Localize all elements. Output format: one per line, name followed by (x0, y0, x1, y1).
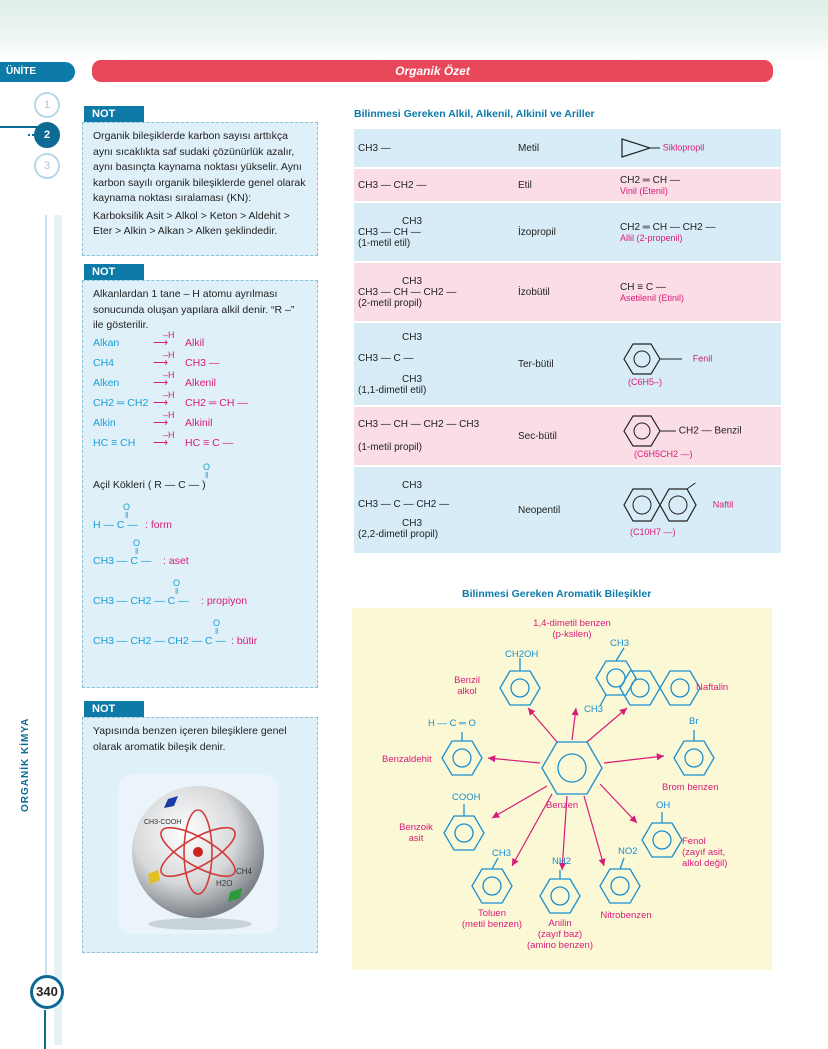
toluen-sublabel: (metil benzen) (461, 919, 523, 930)
svg-text:CH4: CH4 (236, 867, 253, 876)
benzaldehit-label: Benzaldehit (382, 754, 432, 765)
fenol-label: Fenol (682, 836, 706, 847)
note2-tag: NOT (84, 264, 144, 280)
table-row (354, 407, 781, 465)
table-row (354, 323, 781, 405)
oxygen-label: O (123, 501, 131, 512)
note1-tag: NOT (84, 106, 144, 122)
benzoik-sublabel: asit (408, 833, 424, 844)
acyl-form-name: : form (145, 518, 172, 531)
alkil-formula (354, 407, 514, 465)
fenol-sublabel-1: (zayıf asit, (682, 847, 726, 858)
svg-text:H2O: H2O (216, 879, 233, 888)
formula-line: CH3 — CH — (358, 226, 421, 238)
alkil-name: İzobütil (518, 286, 550, 298)
reaction-right-4: CH2 ═ CH — (185, 396, 248, 409)
reaction-right-5: Alkinil (185, 416, 213, 429)
page-title: Organik Özet (92, 60, 773, 82)
alkil-section-title: Bilinmesi Gereken Alkil, Alkenil, Alkinil ve Ariller (354, 108, 595, 120)
acyl-label: Açil Kökleri ( R — C — ) (93, 478, 206, 491)
double-bond: ‖ (175, 586, 179, 596)
benzen-center-label: Benzen (546, 800, 579, 811)
reaction-arrow-label: –H (163, 349, 175, 360)
chapter-chip-1[interactable]: 1 (34, 92, 60, 118)
table-row (354, 263, 781, 321)
alkil-name: Neopentil (518, 504, 561, 516)
alkil-name: Etil (518, 179, 532, 191)
nitrobenzen-label: Nitrobenzen (600, 910, 652, 921)
alkil-right (616, 169, 781, 201)
table-row (354, 203, 781, 261)
alkil-name: Ter-bütil (518, 358, 554, 370)
formula-line: (2,2-dimetil propil) (358, 529, 439, 540)
oxygen-label: O (203, 461, 211, 472)
formula-line: CH3 (402, 480, 423, 491)
reaction-right-3: Alkenil (185, 376, 216, 389)
formula-line: CH3 — C — CH2 — (358, 499, 450, 510)
reaction-left-3: Alken (93, 376, 120, 389)
side-label: ORGANİK KİMYA (20, 717, 31, 812)
note3-text: Yapısında benzen içeren bileşiklere genel olarak aromatik bileşik denir. (93, 725, 287, 753)
note1-order: Karboksilik Asit > Alkol > Keton > Aldehit > Eter > Alkin > Alkan > Alken şeklindedir. (93, 209, 290, 237)
nh2-label: NH2 (552, 856, 572, 867)
pxylene-ch3-top: CH3 (610, 638, 630, 649)
alkil-table (354, 127, 781, 555)
note1-text: Organik bileşiklerde karbon sayısı arttıkça aynı sıcaklıkta saf sudaki çözünürlük azalır, aynı basınçta kaynama noktası yükselir. Aynı karbon sayılı organik bileşiklerde genel olarak kaynama noktası sıralaması (KN): (93, 130, 306, 204)
reaction-left-2: CH4 (93, 356, 115, 369)
unit-label: ÜNİTE (0, 62, 75, 82)
formula-line: (1,1-dimetil etil) (358, 385, 427, 396)
fenol-sublabel-2: alkol değil) (682, 858, 728, 869)
reaction-arrow-label: –H (163, 389, 175, 400)
toluen-label: Toluen (478, 908, 506, 919)
alkil-right (616, 263, 781, 321)
note2-text: Alkanlardan 1 tane – H atomu ayrılması sonucunda oluşan yapılara alkil denir. “R –” ile gösterilir. (93, 288, 295, 331)
reaction-arrow: ⟶ (153, 336, 169, 349)
pxylene-label: 1,4-dimetil benzen (533, 618, 611, 629)
acyl-aset-formula: CH3 — C — (93, 554, 152, 567)
formula-line: CH3 — C — (358, 353, 414, 364)
siklopropil-label: Siklopropil (662, 142, 705, 153)
phenyl-icon (620, 341, 690, 377)
reaction-left-4: CH2 ═ CH2 (93, 396, 149, 409)
benzil-formula: (C6H5CH2 —) (634, 449, 693, 459)
acyl-propiyon-name: : propiyon (201, 594, 248, 607)
reaction-right-6: HC ≡ C — (185, 436, 234, 449)
reaction-arrow: ⟶ (153, 436, 169, 449)
fenil-formula: (C6H5–) (628, 377, 663, 387)
svg-text:CH3-COOH: CH3-COOH (144, 819, 182, 826)
formula-line: (1-metil etil) (358, 237, 411, 249)
alkil-right (616, 407, 781, 465)
reaction-arrow-label: –H (163, 409, 175, 420)
alkil-right (616, 203, 781, 261)
aroma-section-title: Bilinmesi Gereken Aromatik Bileşikler (462, 588, 652, 600)
alkil-formula (354, 467, 514, 553)
alkil-right (616, 323, 781, 405)
alkil-name: Metil (518, 142, 540, 154)
alkil-formula (354, 203, 514, 261)
molecule-sphere-image (118, 774, 278, 934)
pxylene-ch3-bottom: CH3 (584, 704, 604, 715)
acyl-aset-name: : aset (163, 554, 189, 567)
oxygen-label: O (173, 577, 181, 588)
reaction-arrow: ⟶ (153, 376, 169, 389)
reaction-left-5: Alkin (93, 416, 116, 429)
formula-line: CH3 (402, 518, 423, 529)
formula-line: CH3 — CH — CH2 — (358, 286, 457, 298)
asetilenil-formula: CH ≡ C — (620, 281, 666, 293)
chapter-chip-3[interactable]: 3 (34, 153, 60, 179)
chapter-chip-2[interactable]: 2 (34, 122, 60, 148)
double-bond: ‖ (125, 510, 129, 520)
no2-label: NO2 (618, 846, 638, 857)
reaction-left-1: Alkan (93, 336, 120, 349)
sidebar (0, 95, 75, 1049)
oh-label: OH (656, 800, 671, 811)
alkil-formula (354, 323, 514, 405)
formula-line: CH3 (402, 332, 423, 343)
benzil-label: CH2 — Benzil (678, 425, 742, 437)
oxygen-label: O (213, 617, 221, 628)
formula-line: CH3 (402, 275, 423, 287)
alkil-name: Sec-bütil (518, 430, 557, 442)
pxylene-sublabel: (p-ksilen) (552, 629, 592, 640)
note1-box (82, 122, 318, 256)
sidebar-lines (0, 95, 75, 1049)
cooh-label: COOH (452, 792, 481, 803)
toluen-ch3-label: CH3 (492, 848, 512, 859)
table-row (354, 169, 781, 201)
acyl-butir-name: : bütir (231, 634, 258, 647)
allil-name: Allil (2-propenil) (620, 232, 683, 243)
benzil-alkol-sublabel: alkol (457, 686, 477, 697)
oxygen-label: O (133, 537, 141, 548)
anilin-sublabel-1: (zayıf baz) (537, 929, 583, 940)
brom-benzen-label: Brom benzen (662, 782, 719, 793)
reaction-left-6: HC ≡ CH (93, 436, 136, 449)
acyl-form-formula: H — C — (93, 518, 138, 531)
alkil-formula: CH3 — CH2 — (358, 179, 427, 191)
formula-line: (2-metil propil) (358, 297, 422, 309)
cyclopropyl-icon (620, 137, 660, 159)
naphthyl-icon (620, 483, 710, 527)
note3-tag: NOT (84, 701, 144, 717)
cho-label: H — C ═ O (428, 718, 476, 729)
reaction-arrow: ⟶ (153, 416, 169, 429)
naftil-formula: (C10H7 —) (630, 527, 676, 537)
alkil-right (616, 129, 781, 167)
asetilenil-name: Asetilenil (Etinil) (620, 292, 685, 303)
alkil-formula: CH3 — (358, 142, 391, 154)
fenil-label: Fenil (692, 353, 713, 364)
benzyl-ring-icon (620, 413, 676, 449)
reaction-arrow-label: –H (163, 429, 175, 440)
anilin-sublabel-2: (amino benzen) (526, 940, 593, 951)
reaction-arrow-label: –H (163, 369, 175, 380)
anilin-label: Anilin (548, 918, 572, 929)
reaction-arrow: ⟶ (153, 396, 169, 409)
reaction-arrow-label: –H (163, 329, 175, 340)
naftil-label: Naftil (712, 499, 734, 510)
reaction-right-1: Alkil (185, 336, 205, 349)
aromatic-diagram (352, 608, 772, 970)
benzoik-label: Benzoik (399, 822, 433, 833)
alkil-right (616, 467, 781, 553)
reaction-right-2: CH3 — (185, 356, 220, 369)
vinil-name: Vinil (Etenil) (620, 185, 668, 196)
page-number: 340 (30, 975, 64, 1009)
reaction-arrow: ⟶ (153, 356, 169, 369)
acyl-roots (93, 460, 307, 650)
table-row (354, 129, 781, 167)
formula-line: CH3 (402, 374, 423, 385)
br-label: Br (689, 716, 699, 727)
formula-line: CH3 (402, 215, 423, 227)
table-row (354, 467, 781, 553)
formula-line: (1-metil propil) (358, 442, 422, 453)
double-bond: ‖ (205, 470, 209, 480)
acyl-propiyon-formula: CH3 — CH2 — C — (93, 594, 189, 607)
vinil-formula: CH2 ═ CH — (620, 174, 680, 186)
acyl-butir-formula: CH3 — CH2 — CH2 — C — (93, 634, 227, 647)
double-bond: ‖ (135, 546, 139, 556)
ch2oh-label: CH2OH (505, 649, 539, 660)
benzil-alkol-label: Benzil (454, 675, 480, 686)
note2-box (82, 280, 318, 688)
page-line (44, 1010, 46, 1049)
alkil-formula (354, 263, 514, 321)
alkil-name: İzopropil (518, 226, 556, 238)
formula-line: CH3 — CH — CH2 — CH3 (358, 419, 480, 430)
alkyl-reactions (93, 329, 307, 454)
top-band (0, 0, 828, 62)
allil-formula: CH2 ═ CH — CH2 — (620, 221, 716, 233)
double-bond: ‖ (215, 626, 219, 636)
naftalin-label: Naftalin (696, 682, 729, 693)
